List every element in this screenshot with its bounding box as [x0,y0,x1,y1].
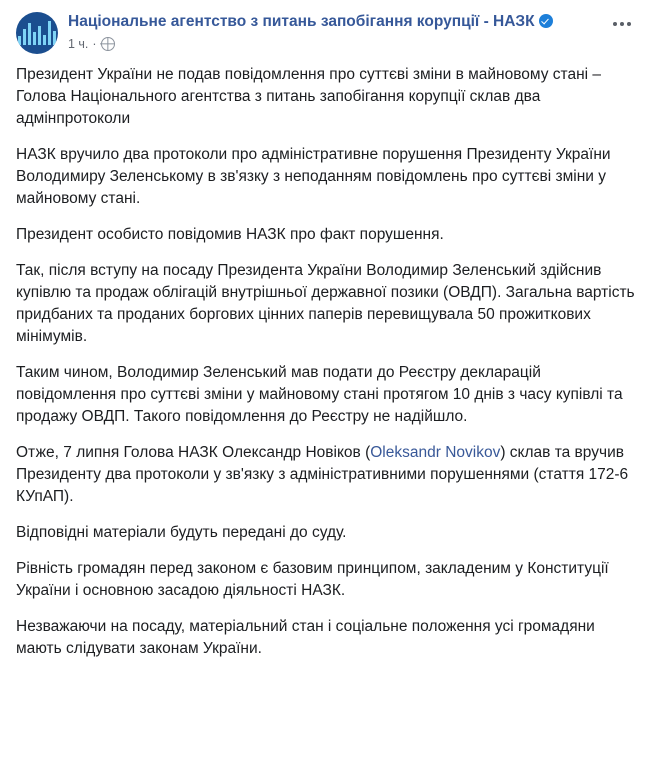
post-body [16,64,635,660]
page-name-link[interactable]: Національне агентство з питань запобігання корупції - НАЗК [68,13,535,30]
meta-separator: · [92,37,97,51]
avatar-bars-icon [16,21,58,45]
mention-text-before: Отже, 7 липня Голова НАЗК Олександр Новіков ( [16,444,371,461]
more-options-icon[interactable] [609,14,635,34]
post-header [16,12,635,54]
post-paragraph: Президент України не подав повідомлення про суттєві зміни в майновому стані – Голова Національного агентства з питань запобігання корупції склав два адмінпротоколи [16,66,602,127]
post-paragraph: Так, після вступу на посаду Президента України Володимир Зеленський здійснив купівлю та продаж облігацій внутрішньої державної позики (ОВДП). Загальна вартість придбаних та проданих боргових цінних паперів перевищувала 50 прожиткових мінімумів. [16,262,635,345]
post-paragraph: Президент особисто повідомив НАЗК про факт порушення. [16,226,444,243]
globe-icon[interactable] [101,37,115,51]
user-mention-link[interactable]: Oleksandr Novikov [370,444,501,461]
post-paragraph: Рівність громадян перед законом є базовим принципом, закладеним у Конституції України і основною засадою діяльності НАЗК. [16,560,609,599]
post-paragraph-with-mention [16,442,635,508]
nazk-logo-avatar[interactable] [16,12,58,54]
post-paragraph: НАЗК вручило два протоколи про адміністративне порушення Президенту України Володимиру Зеленському в зв'язку з неподанням повідомлень про суттєві зміни у майновому стані. [16,146,611,207]
mention-text-after: ) склав та вручив Президенту два протоколи у зв'язку з адміністративними порушеннями (стаття 172-6 КУпАП). [16,444,629,505]
post-paragraph: Відповідні матеріали будуть передані до суду. [16,524,347,541]
post-timestamp[interactable]: 1 ч. [68,37,89,51]
post-paragraph: Таким чином, Володимир Зеленський мав подати до Реєстру декларацій повідомлення про суттєві зміни у майновому стані протягом 10 днів з часу купівлі та продажу ОВДП. Такого повідомлення до Реєстру не надійшло. [16,364,623,425]
post-paragraph: Незважаючи на посаду, матеріальний стан і соціальне положення усі громадяни мають слідувати законам України. [16,618,595,657]
post-meta [68,36,607,52]
verified-badge-icon [539,14,553,28]
post-header-text [68,12,635,52]
